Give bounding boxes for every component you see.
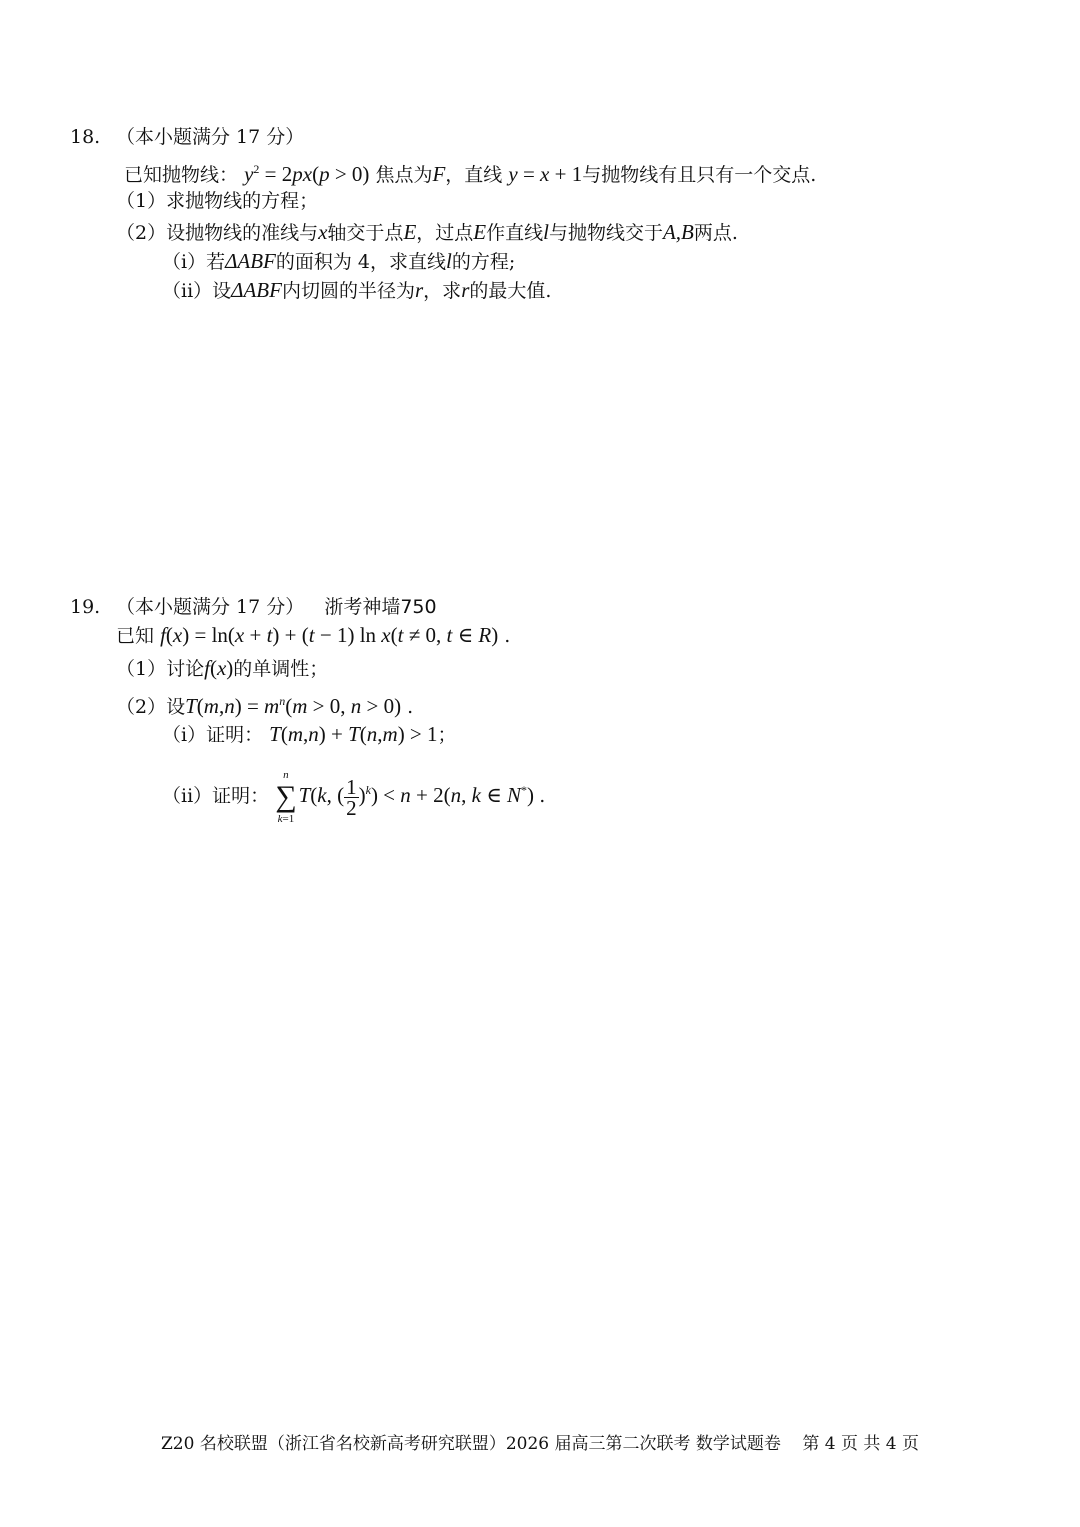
q18-intro: 已知抛物线： $y^2 = 2px(p > 0)$ 焦点为F，直线 y = x + 1与抛物线有且只有一个交点. — [124, 162, 817, 186]
fraction-one-half: $\frac{1}{2}$ — [346, 774, 357, 820]
q19-sub-i: （i）证明： T(m,n) + T(n,m) > 1； — [162, 722, 457, 746]
q19-inequality-2: n ∑ k=1 T(k, ( $\frac{1}{2}$ )$^k$) < n + 2(n, k ∈ N*) — [275, 769, 535, 825]
q19-number: 19. — [70, 596, 101, 618]
q18-parabola-equation: $y^2 = 2px(p > 0)$ — [244, 162, 370, 186]
q18-number: 18. — [70, 126, 101, 148]
q19-fx: f(x) — [204, 656, 234, 680]
q19-part1: （1）讨论f(x)的单调性； — [116, 656, 329, 680]
q18-sub-ii: （ii）设ΔABF内切圆的半径为r，求r的最大值. — [162, 278, 552, 302]
q18-part1: （1）求抛物线的方程； — [116, 190, 319, 212]
q19-inequality-1: T(m,n) + T(n,m) > 1 — [269, 722, 438, 746]
q19-header: （本小题满分 17 分） 浙考神墙750 — [116, 596, 437, 618]
q19-function-definition: f(x) = ln(x + t) + (t − 1) ln x(t ≠ 0, t ∈ R) — [160, 623, 499, 647]
footer-page-number: 第 4 页 共 4 页 — [802, 1434, 919, 1454]
q18-part2: （2）设抛物线的准线与x轴交于点E，过点E作直线l与抛物线交于A,B两点. — [116, 220, 738, 244]
q19-T-definition: $T(m,n) = m^n(m > 0$, n > 0) — [185, 694, 402, 718]
q19-watermark: 浙考神墙750 — [324, 596, 437, 618]
summation-symbol: n ∑ k=1 — [275, 769, 297, 825]
q18-sub-i: （i）若ΔABF的面积为 4，求直线l的方程; — [162, 249, 516, 273]
q19-sub-ii: （ii）证明： n ∑ k=1 T(k, ( $\frac{1}{2}$ )$^k$) < n + 2(n, k ∈ N*) . — [162, 769, 546, 825]
footer-exam-title: Z20 名校联盟（浙江省名校新高考研究联盟）2026 届高三第二次联考 数学试题卷 — [161, 1434, 781, 1454]
q18-header: （本小题满分 17 分） — [116, 126, 305, 148]
q19-intro: 已知 f(x) = ln(x + t) + (t − 1) ln x(t ≠ 0, t ∈ R) . — [116, 623, 511, 647]
q18-line-equation: y = x + 1 — [508, 162, 583, 186]
q19-part2: （2）设$T(m,n) = m^n(m > 0$, n > 0) . — [116, 694, 414, 718]
page-footer — [0, 1432, 1080, 1456]
